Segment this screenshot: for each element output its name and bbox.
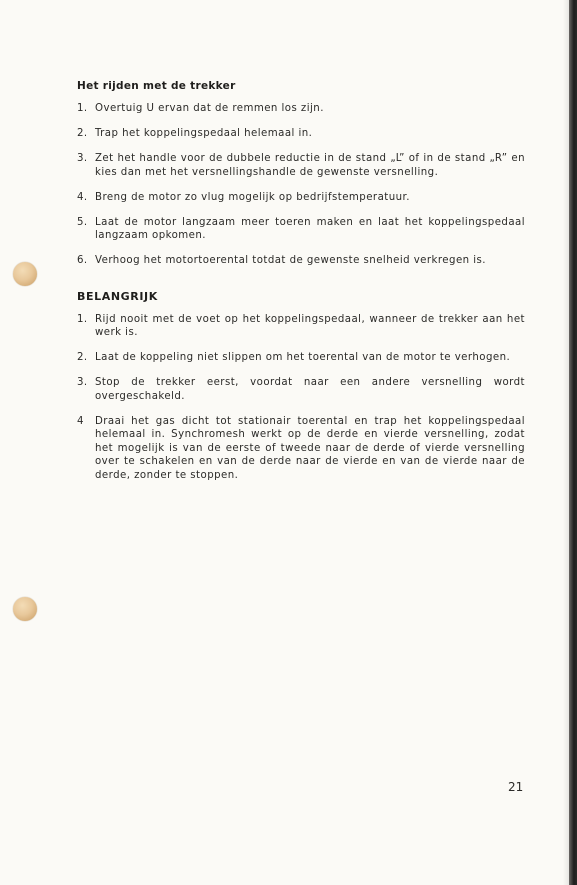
list-item [77, 254, 525, 268]
item-number: 5. [77, 216, 88, 228]
item-number: 1. [77, 103, 88, 114]
item-number: 1. [77, 313, 88, 325]
item-text: Breng de motor zo vlug mogelijk op bedrijfstemperatuur. [95, 191, 410, 203]
item-number: 3. [77, 153, 88, 164]
list-item [77, 191, 525, 205]
list-item [77, 313, 525, 340]
list-item [77, 216, 525, 243]
item-number: 4 [77, 415, 84, 427]
list-item [77, 127, 525, 141]
item-text: Laat de motor langzaam meer toeren maken en laat het koppelingspedaal langzaam opkomen. [95, 216, 525, 241]
section-title-driving: Het rijden met de trekker [77, 80, 236, 92]
item-text: Trap het koppelingspedaal helemaal in. [95, 128, 313, 139]
item-number: 2. [77, 352, 88, 363]
list-item [77, 102, 525, 116]
list-item [77, 152, 525, 179]
page-edge [569, 0, 577, 885]
item-text: Verhoog het motortoerental totdat de gewenste snelheid verkregen is. [95, 255, 486, 266]
list-item [77, 415, 525, 483]
list-item [77, 376, 525, 403]
important-notes-list [77, 313, 525, 483]
page-content [77, 80, 525, 494]
item-text: Laat de koppeling niet slippen om het toerental van de motor te verhogen. [95, 352, 511, 363]
section-title-important: BELANGRIJK [77, 289, 158, 303]
item-number: 3. [77, 377, 88, 388]
item-text: Overtuig U ervan dat de remmen los zijn. [95, 103, 324, 114]
page-number: 21 [508, 780, 524, 794]
item-number: 2. [77, 128, 88, 139]
item-number: 4. [77, 191, 88, 203]
item-text: Rijd nooit met de voet op het koppelingspedaal, wanneer de trekker aan het werk is. [95, 313, 525, 338]
item-text: Stop de trekker eerst, voordat naar een andere versnelling wordt overgeschakeld. [95, 377, 525, 402]
punch-hole-bottom [13, 597, 37, 621]
item-number: 6. [77, 255, 88, 266]
punch-hole-top [13, 262, 37, 286]
list-item [77, 351, 525, 365]
item-text: Zet het handle voor de dubbele reductie in de stand „L” of in de stand „R” en kies dan met het versnellingshandle de gewenste versnelling. [95, 153, 525, 178]
item-text: Draai het gas dicht tot stationair toerental en trap het koppelingspedaal helemaal in. Synchromesh werkt op de derde en vierde versnelling, zodat het mogelijk is van de eerste of tweede naar de derde of vierde versnelling over te schakelen en van de derde naar de vierde en van de vierde naar de derde, zonder te stoppen. [95, 415, 525, 481]
driving-steps-list [77, 102, 525, 268]
